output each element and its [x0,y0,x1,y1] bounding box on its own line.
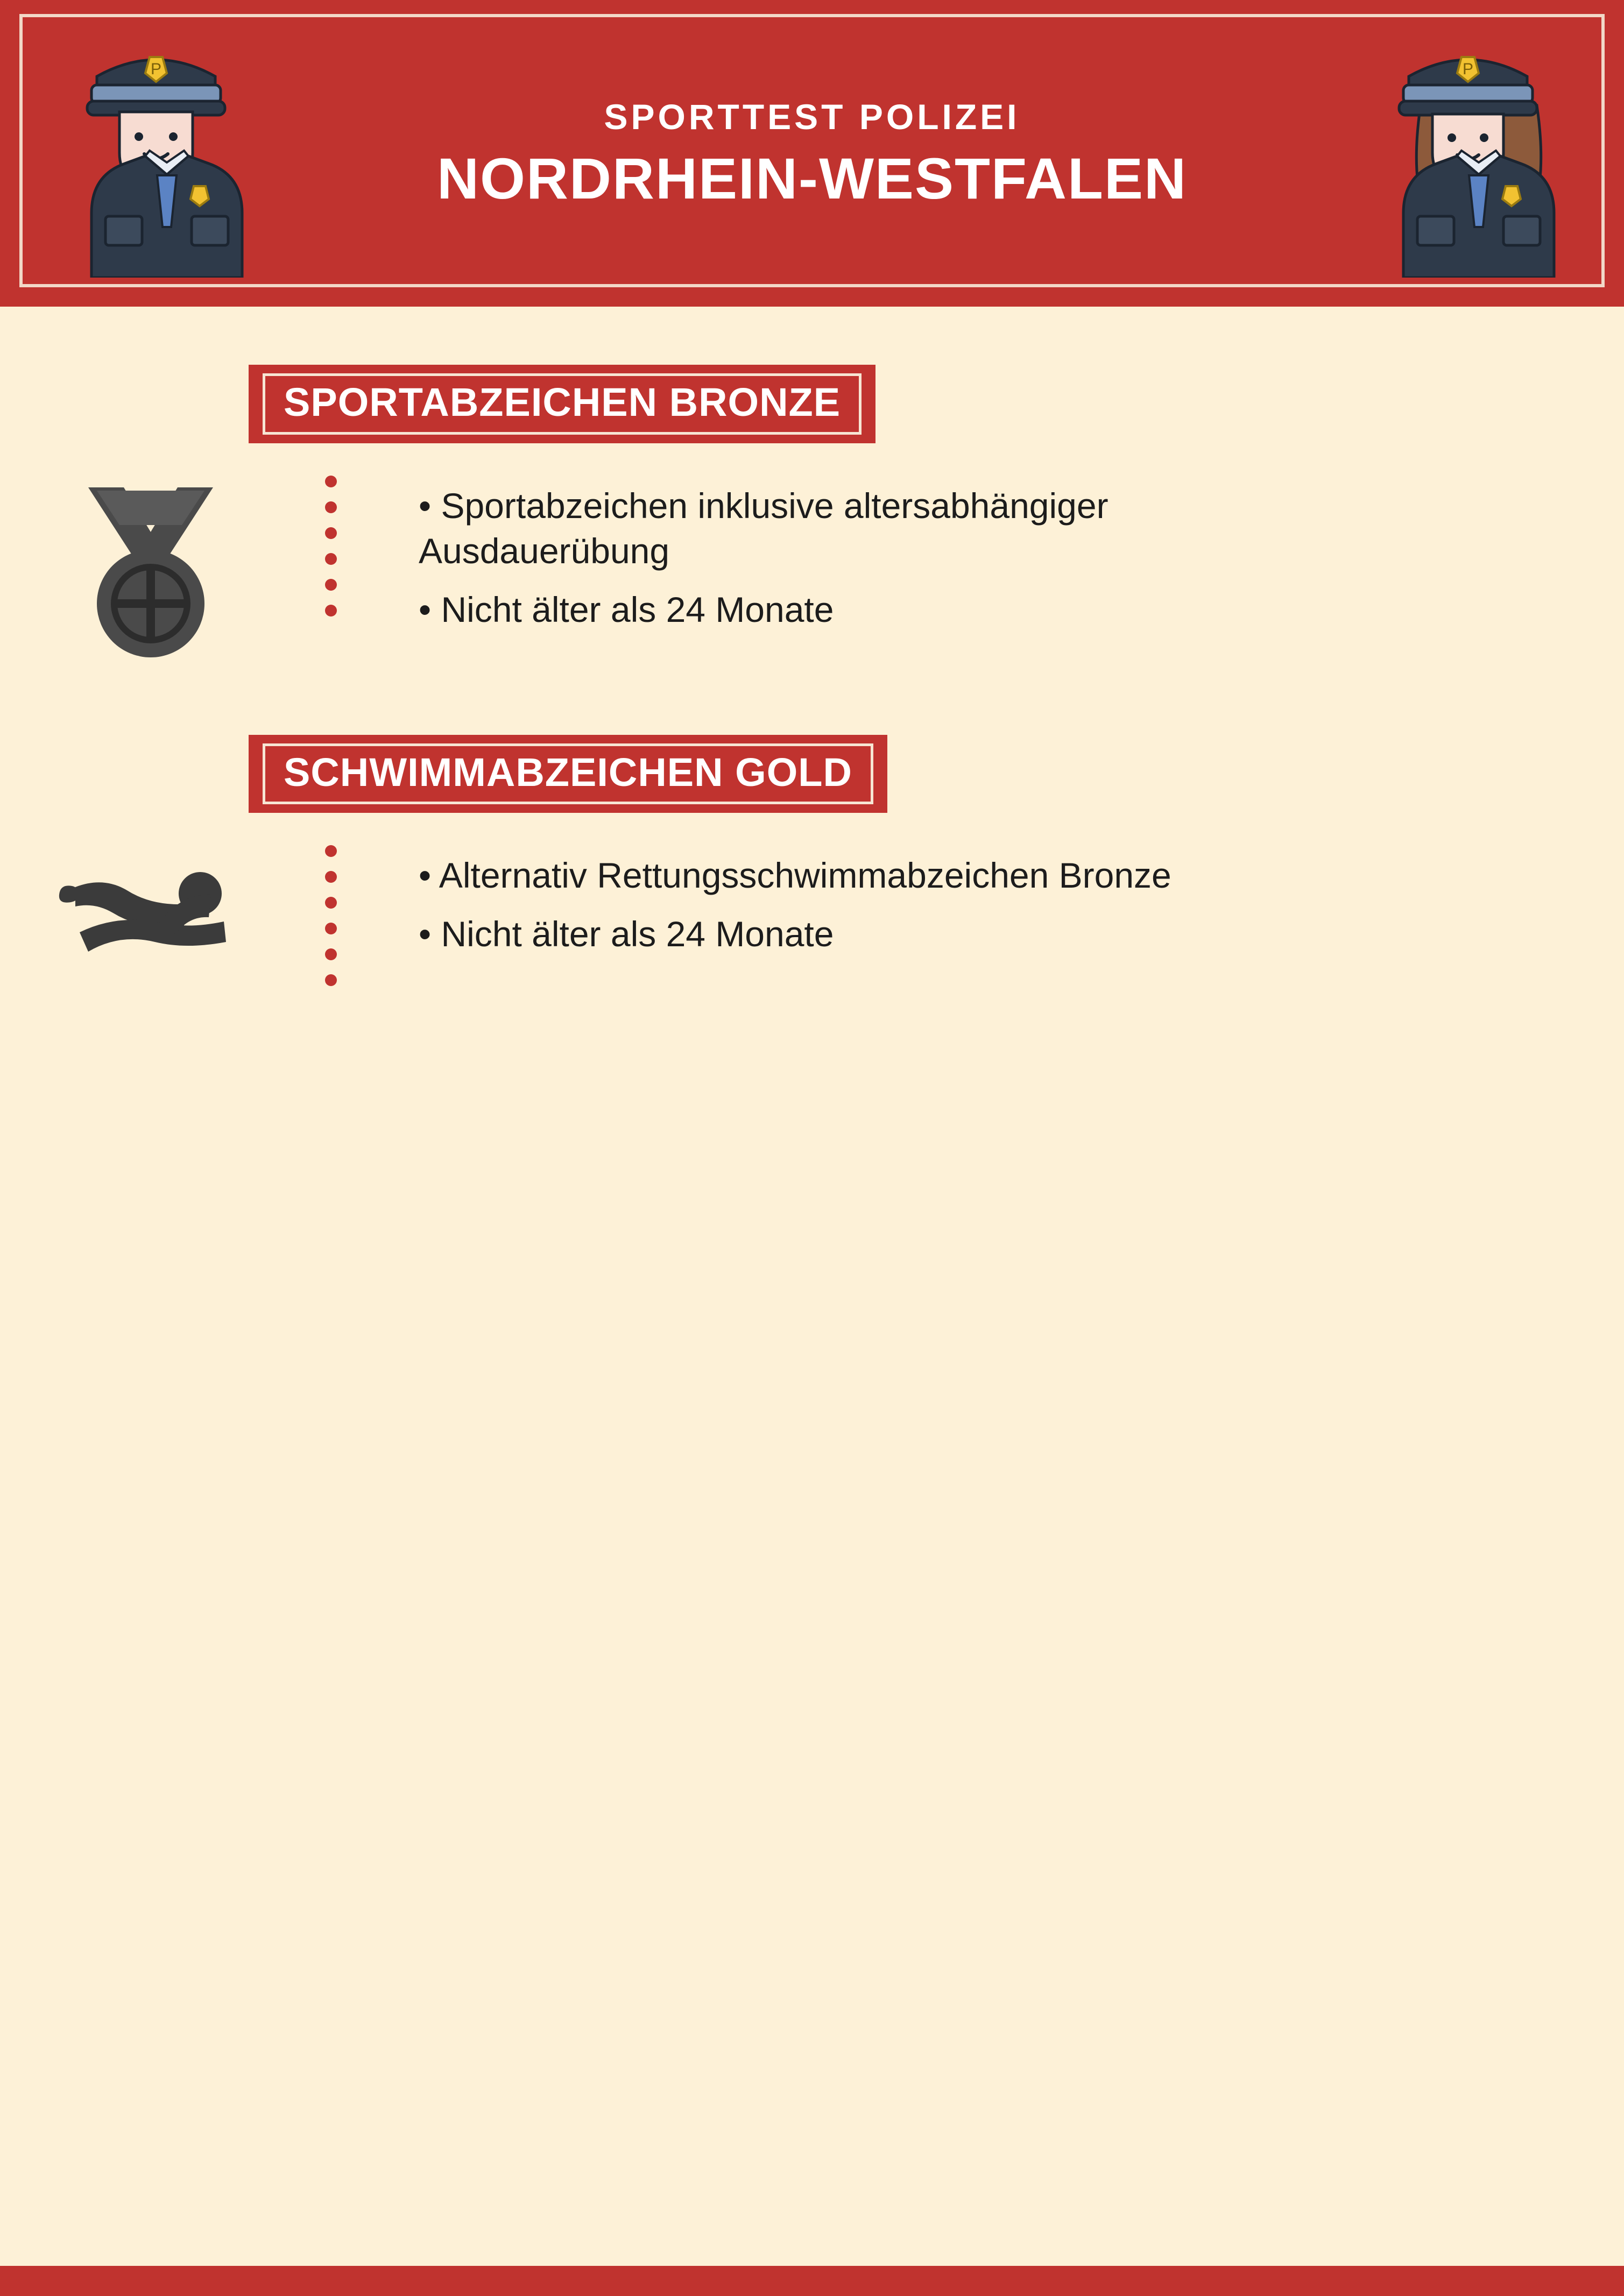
section-badge-border [263,373,862,435]
divider-dot [325,845,337,857]
page-header [0,0,1624,307]
divider-dot [325,948,337,960]
divider-dot [325,605,337,616]
dotted-divider [301,835,361,986]
header-text-block [0,0,1624,307]
section-badge-border [263,743,873,805]
divider-dot [325,923,337,934]
content-area [0,307,1624,1051]
section-badge-label: SCHWIMMABZEICHEN GOLD [284,749,852,795]
list-item: • Nicht älter als 24 Monate [419,589,834,629]
svg-text:P: P [1462,60,1474,78]
header-kicker: SPORTTEST POLIZEI [604,97,1020,137]
list-item: • Sportabzeichen inklusive altersabhängiger Ausdauerübung [419,485,1108,571]
divider-dot [325,974,337,986]
bullet-list [361,835,1171,956]
section-badge [249,735,887,813]
divider-dot [325,871,337,883]
section-schwimmabzeichen-gold [0,735,1624,1051]
divider-dot [325,476,337,487]
bullet-list [361,466,1258,632]
page-title: NORDRHEIN-WESTFALEN [437,146,1187,211]
section-badge-label: SPORTABZEICHEN BRONZE [284,380,841,424]
divider-dot [325,579,337,591]
divider-dot [325,527,337,539]
list-item: • Alternativ Rettungsschwimmabzeichen Bronze [419,855,1171,896]
section-badge [249,365,875,443]
dotted-divider [301,466,361,616]
svg-text:P: P [150,60,162,78]
section-sportabzeichen-bronze [0,365,1624,681]
divider-dot [325,501,337,513]
footer-bar [0,2266,1624,2296]
swimmer-icon [0,835,301,1051]
section-body [0,466,1624,681]
divider-dot [325,897,337,909]
divider-dot [325,553,337,565]
section-body [0,835,1624,1051]
medal-icon [0,466,301,681]
list-item: • Nicht älter als 24 Monate [419,913,834,954]
